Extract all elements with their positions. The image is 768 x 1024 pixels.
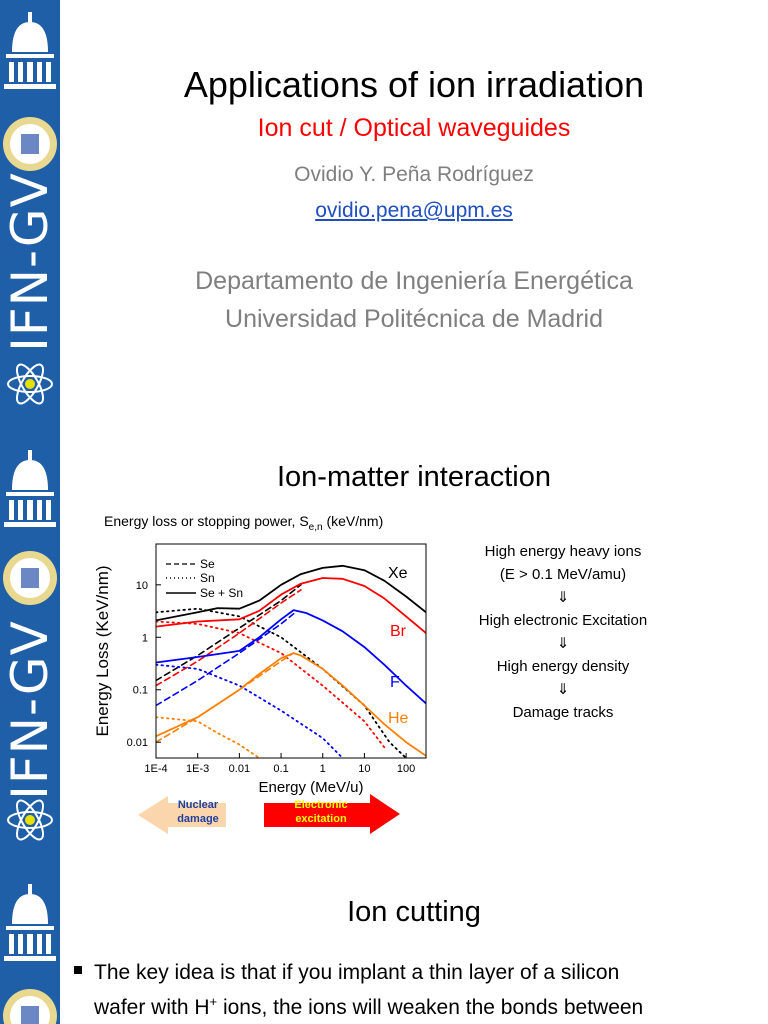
atom-icon [0,792,60,848]
chain-arrow-icon: ⇓ [556,589,570,606]
y-tick-label: 0.01 [126,737,148,750]
series-br-se-line [156,590,301,686]
email-link[interactable]: ovidio.pena@upm.es [315,199,513,222]
chain-arrow-icon: ⇓ [556,681,570,698]
nuclear-damage-arrow [138,796,226,834]
x-axis-label: Energy (MeV/u) [258,779,364,796]
section-heading-ion-matter: Ion-matter interaction [276,461,551,493]
x-tick-label: 10 [358,763,371,775]
chart-caption-text: Energy loss or stopping power, S [104,513,309,529]
chain-step: High energy density [496,658,630,675]
y-axis-label: Energy Loss (KeV/nm) [93,565,112,737]
page-subtitle: Ion cut / Optical waveguides [257,114,571,142]
seal-logo-icon [0,112,60,176]
department-name: Departamento de Ingeniería Energética [195,267,633,295]
author-email [60,199,768,223]
chart-caption-subscript: e,n [308,521,323,533]
bullet-line2-prefix: wafer with H [94,996,210,1019]
chain-step: Damage tracks [512,704,614,721]
bullet-line2-sup: + [209,994,218,1009]
atom-icon [0,356,60,412]
chain-step: (E > 0.1 MeV/amu) [499,566,627,583]
y-tick-label: 1 [141,632,148,645]
series-he-se-line [156,653,294,742]
dome-logo-icon [0,450,60,530]
dome-logo-icon [0,12,60,92]
page-title: Applications of ion irradiation [183,64,645,105]
sidebar-banner [0,0,60,1024]
y-tick-label: 0.1 [132,684,148,697]
legend [166,557,243,600]
x-tick-label: 1 [319,763,326,775]
section-heading-ion-cutting: Ion cutting [347,896,481,928]
x-tick-label: 1E-4 [144,763,168,775]
bullet-point [74,958,643,1022]
y-tick-label: 10 [135,579,148,592]
electronic-arrow-line2: excitation [295,813,347,825]
university-name: Universidad Politécnica de Madrid [225,305,603,333]
x-tick-label: 1E-3 [186,763,210,775]
series-label-he: He [388,710,409,727]
legend-sn: Sn [200,571,215,585]
sidebar-brand-text: IFN-GV [1,620,59,800]
dome-logo-icon [0,884,60,964]
series-f-sn-line [156,665,343,758]
nuclear-arrow-line2: damage [177,813,219,825]
legend-total: Se + Sn [200,586,244,600]
stopping-power-chart [88,530,438,840]
chain-step: High electronic Excitation [478,612,648,629]
bullet-square-icon [74,966,82,974]
plot-lines [156,566,426,758]
series-label-xe: Xe [388,565,408,582]
x-tick-label: 100 [396,763,416,775]
nuclear-arrow-line1: Nuclear [177,799,219,811]
bullet-line2-suffix: ions, the ions will weaken the bonds between [217,996,644,1019]
chain-step: High energy heavy ions [484,543,642,560]
chart-caption-unit: (keV/nm) [322,513,384,529]
series-label-br: Br [390,623,406,640]
electronic-arrow-line1: Electronic [294,799,348,811]
x-tick-label: 0.1 [273,763,289,775]
bullet-line1: The key idea is that if you implant a thin layer of a silicon [94,961,620,984]
series-br-total-line [156,578,426,633]
x-tick-label: 0.01 [228,763,251,775]
seal-logo-icon [0,984,60,1024]
process-chain [448,540,678,724]
series-label-f: F [390,674,400,691]
electronic-excitation-arrow [264,794,400,834]
chain-arrow-icon: ⇓ [556,635,570,652]
series-he-sn-line [156,717,259,758]
sidebar-brand-text: IFN-GV [1,172,59,352]
series-labels [388,565,409,727]
legend-se: Se [200,557,215,571]
seal-logo-icon [0,546,60,610]
author-name: Ovidio Y. Peña Rodríguez [294,163,534,186]
